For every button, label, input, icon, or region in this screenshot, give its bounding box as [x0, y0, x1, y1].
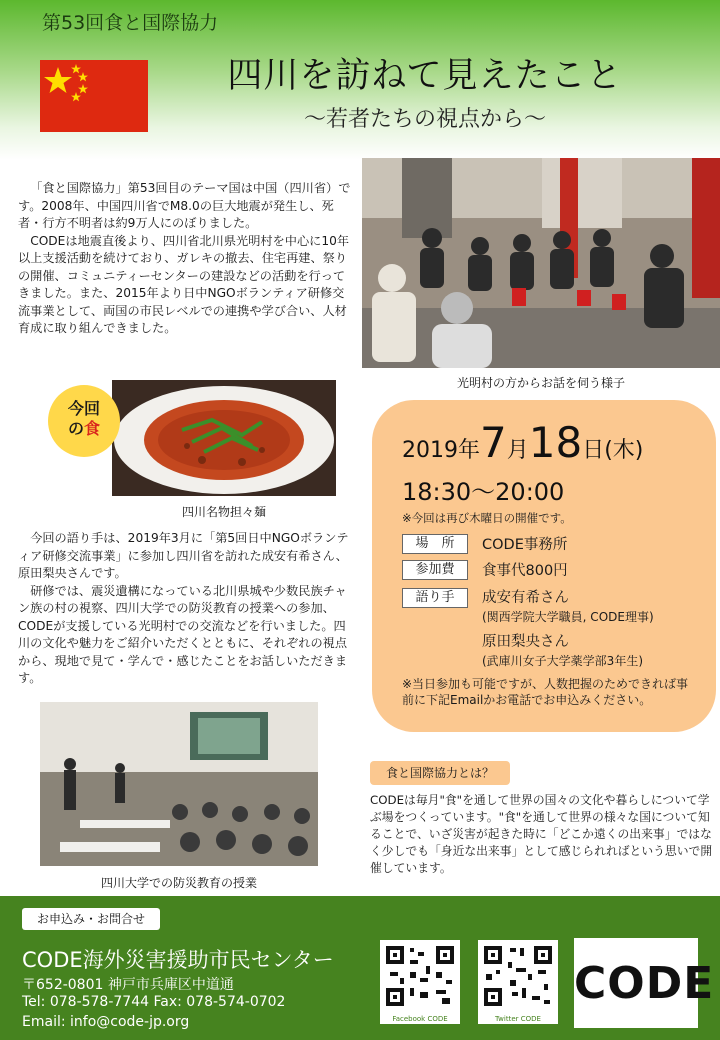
speaker-label: 語り手	[402, 588, 468, 608]
speaker2-name: 原田梨央さん	[482, 634, 569, 650]
event-month-unit: 月	[506, 438, 529, 463]
page-title: 四川を訪ねて見えたこと	[227, 56, 623, 96]
speakers-text	[18, 530, 354, 688]
event-weekday: (木)	[604, 438, 644, 463]
intro-paragraph-1: 「食と国際協力」第53回目のテーマ国は中国（四川省）です。2008年、中国四川省でM8.0の巨大地震が発生し、死者・行方不明者は約9万人にのぼりました。	[18, 181, 351, 230]
event-day-unit: 日	[582, 438, 605, 463]
fee-value: 食事代800円	[482, 563, 568, 579]
event-date	[402, 418, 643, 467]
event-year: 2019年	[402, 438, 480, 463]
page-subtitle: ～若者たちの視点から～	[303, 107, 546, 132]
intro-text	[18, 180, 354, 338]
village-meeting-photo	[362, 158, 720, 368]
twitter-qr-label: Twitter CODE	[495, 1015, 541, 1023]
about-tag: 食と国際協力とは？	[370, 761, 510, 785]
speaker1-role: (関西学院大学職員, CODE理事)	[482, 610, 654, 624]
event-month: 7	[480, 418, 507, 467]
event-day: 18	[528, 418, 583, 467]
dandan-noodles-photo	[112, 380, 336, 496]
twitter-qr-code[interactable]	[478, 940, 558, 1024]
facebook-qr-code[interactable]	[380, 940, 460, 1024]
code-logo-text: CODE	[574, 958, 715, 1009]
food-badge	[48, 385, 120, 457]
event-note: ※今回は再び木曜日の開催です。	[402, 511, 572, 525]
facebook-qr-label: Facebook CODE	[392, 1015, 448, 1023]
food-badge-line1: 今回	[67, 399, 100, 418]
series-title: 第53回食と国際協力	[42, 12, 219, 34]
event-time: 18:30～20:00	[402, 478, 565, 506]
email[interactable]: Email: info@code-jp.org	[22, 1014, 190, 1030]
about-text: CODEは毎月"食"を通して世界の国々の文化や暮らしについて学ぶ場をつくっています。"食"を通して世界の様々な国について知ることで、いざ災害が起きた時に「どこか遠くの出来事」ではなく少しでも「身近な出来事」として感じられればという思いで開催しています。	[370, 793, 713, 875]
china-flag-icon	[40, 60, 148, 132]
class-photo-caption: 四川大学での防災教育の授業	[100, 876, 257, 890]
event-info-panel	[372, 400, 716, 732]
intro-paragraph-2: CODEは地震直後より、四川省北川県光明村を中心に10年以上支援活動を続けており、ガレキの撤去、住宅再建、祭りの開催、コミュニティーセンターの建設などの活動を行ってきました。また、2015年より日中NGOボランティア研修交流事業として、両国の市民レベルでの連携や学び合い、人材育成に取り組んできました。	[18, 233, 350, 335]
food-caption: 四川名物担々麺	[181, 505, 266, 519]
venue-value: CODE事務所	[482, 537, 568, 553]
speakers-paragraph-1: 今回の語り手は、2019年3月に「第5回日中NGOボランティア研修交流事業」に参加し四川省を訪れた成安有希さん、原田梨央さんです。	[18, 531, 349, 580]
speakers-paragraph-2: 研修では、震災遺構になっている北川県城や少数民族チャン族の村の視察、四川大学での防災教育の授業への参加、CODEが支援している光明村での交流などを行いました。四川の文化や魅力をご紹介いただくとともに、それぞれの視点から、現地で見て・学んで・感じたことをお話しいただきます。	[18, 583, 348, 685]
speaker1-name: 成安有希さん	[482, 590, 569, 606]
address: 〒652-0801 神戸市兵庫区中道通	[22, 977, 234, 993]
food-badge-particle: の	[67, 419, 84, 438]
contact-tag: お申込み・お問合せ	[22, 908, 160, 930]
fee-label: 参加費	[402, 560, 468, 580]
phone-fax: Tel: 078-578-7744 Fax: 078-574-0702	[22, 994, 286, 1010]
venue-label: 場 所	[402, 534, 468, 554]
food-badge-line2	[48, 419, 120, 439]
speaker2-role: (武庫川女子大学薬学部3年生)	[482, 654, 643, 668]
registration-notice: ※当日参加も可能ですが、人数把握のためできれば事前に下記Emailかお電話でお申込みください。	[402, 677, 689, 707]
village-photo-caption: 光明村の方からお話を伺う様子	[456, 376, 625, 390]
organization-name: CODE海外災害援助市民センター	[22, 948, 334, 972]
food-badge-kanji: 食	[84, 419, 101, 438]
code-logo	[574, 938, 715, 1028]
university-class-photo	[40, 702, 318, 866]
